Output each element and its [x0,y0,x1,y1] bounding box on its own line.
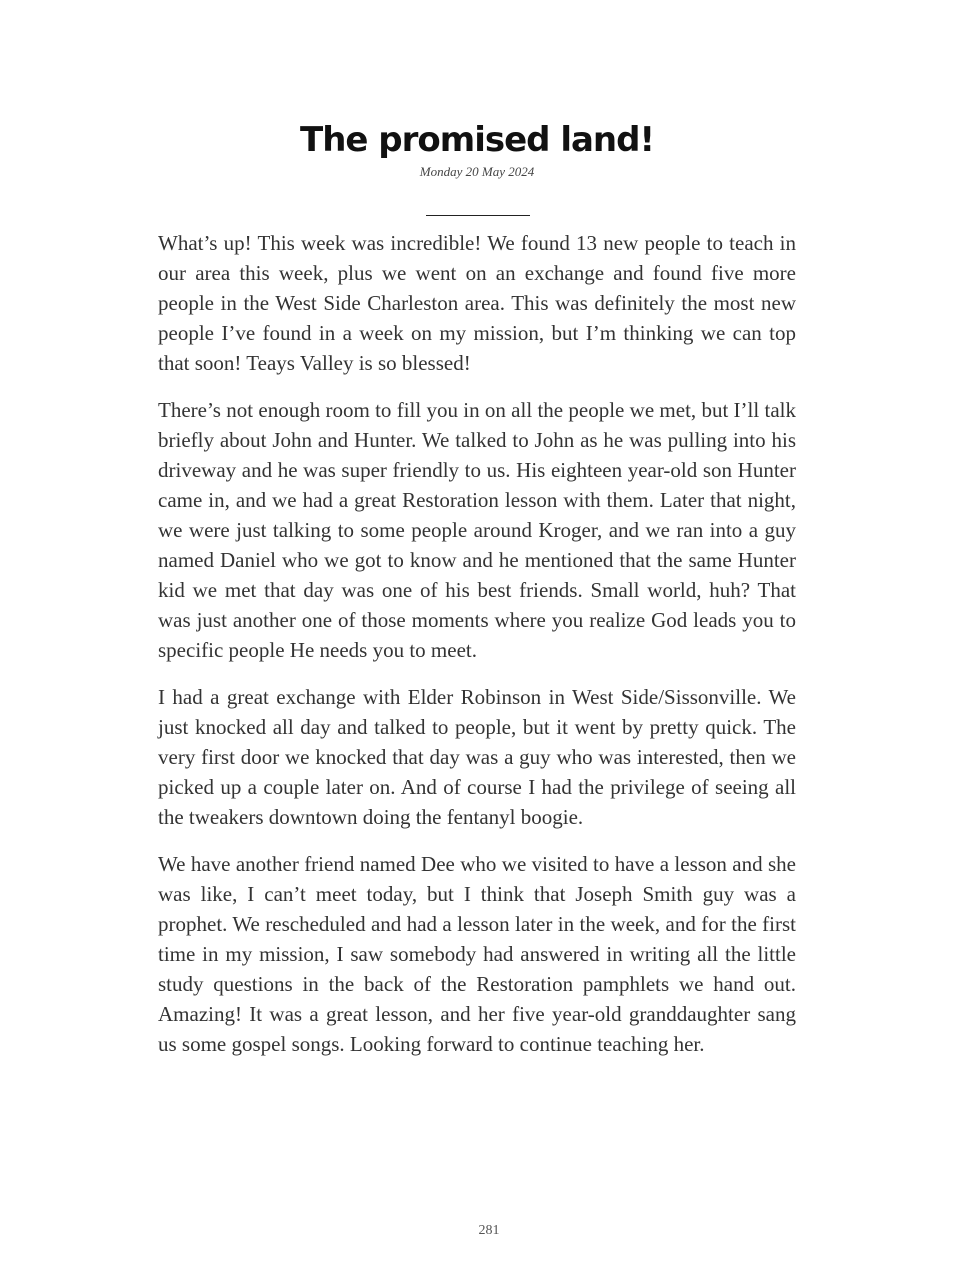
paragraph: What’s up! This week was incredible! We found 13 new people to teach in our area this week, plus we went on an exchange and found five more people in the West Side Charleston area. This was definitely the most new people I’ve found in a week on my mission, but I’m thinking we can top that soon! Teays Valley is so blessed! [158,231,796,375]
title-divider [426,215,530,216]
article-body [158,228,796,1076]
paragraph: We have another friend named Dee who we visited to have a lesson and she was like, I can’t meet today, but I think that Joseph Smith guy was a prophet. We rescheduled and had a lesson later in the week, and for the first time in my mission, I saw somebody had answered in writing all the little study questions in the back of the Restoration pamphlets we hand out. Amazing! It was a great lesson, and her five year-old granddaughter sang us some gospel songs. Looking forward to continue teaching her. [158,852,796,1056]
paragraph: There’s not enough room to fill you in on all the people we met, but I’ll talk briefly about John and Hunter. We talked to John as he was pulling into his driveway and he was super friendly to us. His eighteen year-old son Hunter came in, and we had a great Restoration lesson with them. Later that night, we were just talking to some people around Kroger, and we ran into a guy named Daniel who we got to know and he mentioned that the same Hunter kid we met that day was one of his best friends. Small world, huh? That was just another one of those moments where you realize God leads you to specific people He needs you to meet. [158,398,796,662]
paragraph: I had a great exchange with Elder Robinson in West Side/Sissonville. We just knocked all day and talked to people, but it went by pretty quick. The very first door we knocked that day was a guy who was interested, then we picked up a couple later on. And of course I had the privilege of seeing all the tweakers downtown doing the fentanyl boogie. [158,685,796,829]
post-date: Monday 20 May 2024 [419,164,535,179]
page-title: The promised land! [300,120,654,160]
page-number: 281 [478,1223,500,1238]
